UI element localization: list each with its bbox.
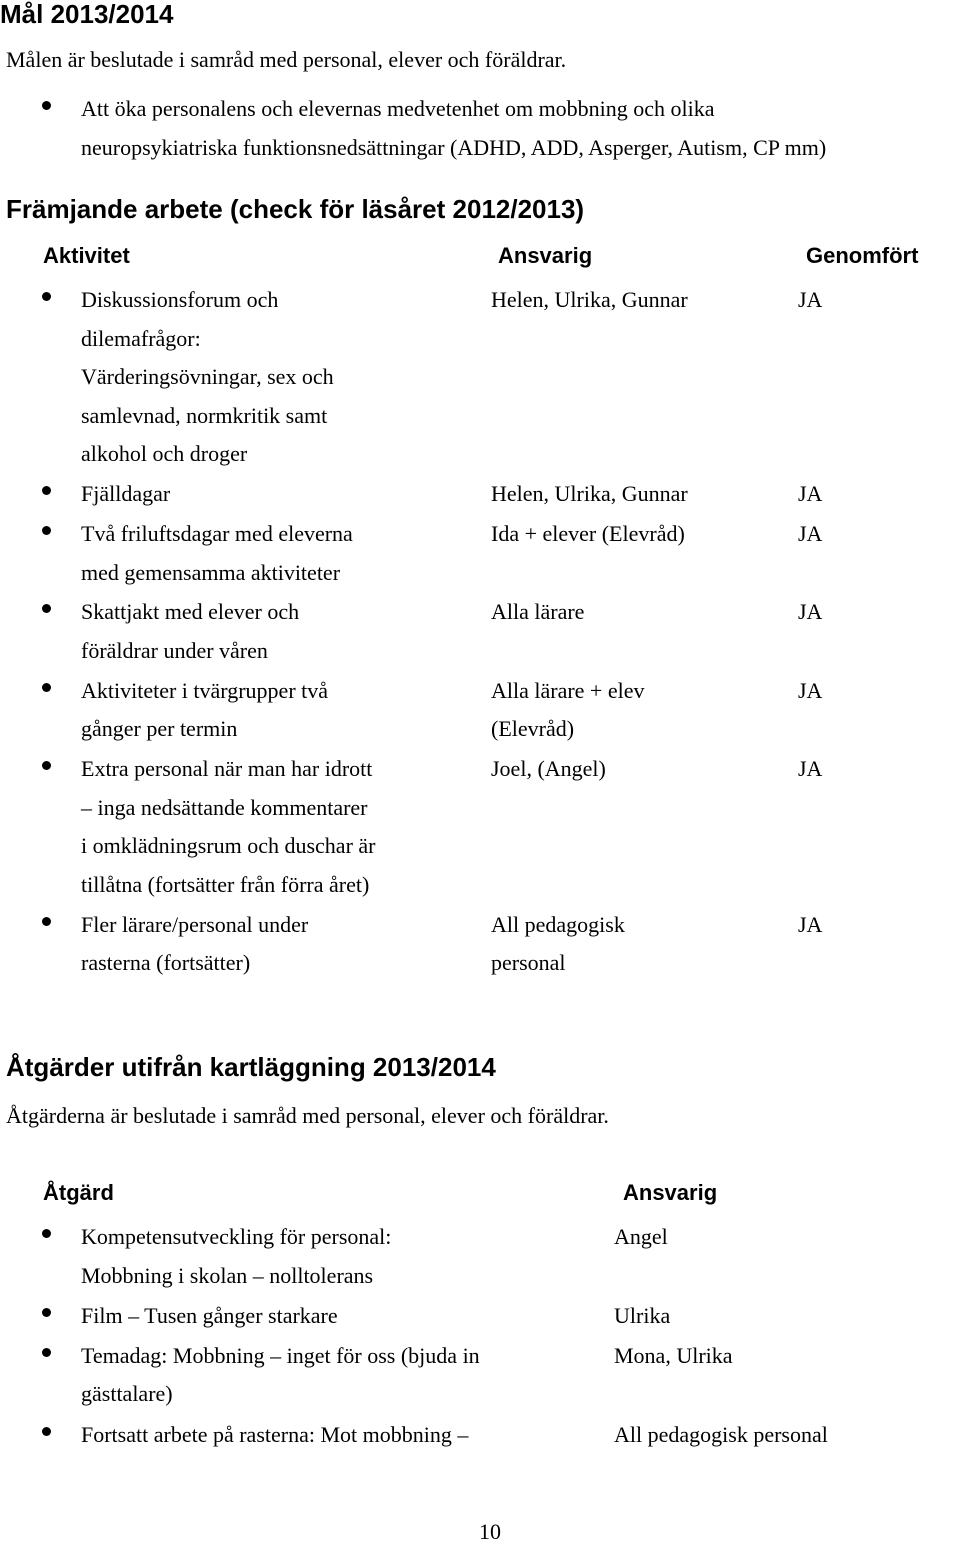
- bullet-icon: [42, 1348, 51, 1357]
- activity-text: Fler lärare/personal under rasterna (fortsätter): [81, 911, 309, 976]
- done-status: JA: [798, 481, 823, 507]
- responsible-text: Helen, Ulrika, Gunnar: [491, 481, 688, 507]
- responsible-text: Alla lärare: [491, 599, 585, 625]
- promotion-title: Främjande arbete (check för läsåret 2012/2013): [6, 194, 585, 224]
- actions-intro: Åtgärderna är beslutade i samråd med personal, elever och föräldrar.: [6, 1103, 609, 1128]
- activity-text: Diskussionsforum och dilemafrågor: Värderingsövningar, sex och samlevnad, normkritik samt alkohol och droger: [81, 287, 334, 467]
- done-status: JA: [798, 677, 823, 703]
- action-responsible: Ulrika: [614, 1302, 671, 1328]
- bullet-icon: [42, 292, 51, 301]
- header-done: Genomfört: [806, 243, 919, 268]
- done-status: JA: [798, 756, 823, 782]
- bullet-icon: [42, 604, 51, 613]
- page-number: 10: [479, 1519, 501, 1544]
- header-activity: Aktivitet: [43, 243, 130, 268]
- responsible-text: All pedagogisk personal: [491, 911, 625, 976]
- bullet-icon: [42, 101, 51, 110]
- responsible-text: Joel, (Angel): [491, 756, 606, 782]
- bullet-icon: [42, 683, 51, 692]
- bullet-icon: [42, 1308, 51, 1317]
- action-responsible: Mona, Ulrika: [614, 1342, 733, 1368]
- action-responsible: All pedagogisk personal: [614, 1421, 828, 1447]
- header-responsible: Ansvarig: [498, 243, 593, 268]
- goal-text: Att öka personalens och elevernas medvetenhet om mobbning och olika neuropsykiatriska funktionsnedsättningar (ADHD, ADD, Asperger, Autism, CP mm): [81, 96, 827, 160]
- bullet-icon: [42, 761, 51, 770]
- done-status: JA: [798, 521, 823, 546]
- bullet-icon: [42, 526, 51, 535]
- done-status: JA: [798, 287, 823, 312]
- activity-text: Skattjakt med elever och föräldrar under våren: [81, 599, 300, 663]
- activity-text: Extra personal när man har idrott – inga nedsättande kommentarer i omklädningsrum och duschar är tillåtna (fortsätter från förra året): [81, 756, 376, 897]
- header-action: Åtgärd: [43, 1180, 114, 1205]
- activity-text: Aktiviteter i tvärgrupper två gånger per termin: [81, 677, 329, 742]
- bullet-icon: [42, 1229, 51, 1238]
- header-action-responsible: Ansvarig: [623, 1180, 718, 1205]
- bullet-icon: [42, 486, 51, 495]
- action-text: Kompetensutveckling för personal: Mobbning i skolan – nolltolerans: [81, 1224, 392, 1288]
- actions-title: Åtgärder utifrån kartläggning 2013/2014: [6, 1052, 496, 1082]
- activity-text: Två friluftsdagar med eleverna med gemensamma aktiviteter: [81, 521, 353, 585]
- goals-title: Mål 2013/2014: [0, 0, 174, 29]
- responsible-text: Alla lärare + elev (Elevråd): [491, 677, 645, 742]
- activity-text: Fjälldagar: [81, 481, 171, 507]
- done-status: JA: [798, 911, 823, 937]
- responsible-text: Ida + elever (Elevråd): [491, 521, 685, 546]
- action-responsible: Angel: [614, 1224, 668, 1249]
- action-text: Film – Tusen gånger starkare: [81, 1302, 338, 1328]
- goals-intro: Målen är beslutade i samråd med personal, elever och föräldrar.: [6, 47, 567, 72]
- bullet-icon: [42, 1427, 51, 1436]
- action-text: Fortsatt arbete på rasterna: Mot mobbning –: [81, 1421, 469, 1447]
- bullet-icon: [42, 917, 51, 926]
- action-text: Temadag: Mobbning – inget för oss (bjuda in gästtalare): [81, 1342, 480, 1407]
- responsible-text: Helen, Ulrika, Gunnar: [491, 287, 688, 312]
- done-status: JA: [798, 599, 823, 625]
